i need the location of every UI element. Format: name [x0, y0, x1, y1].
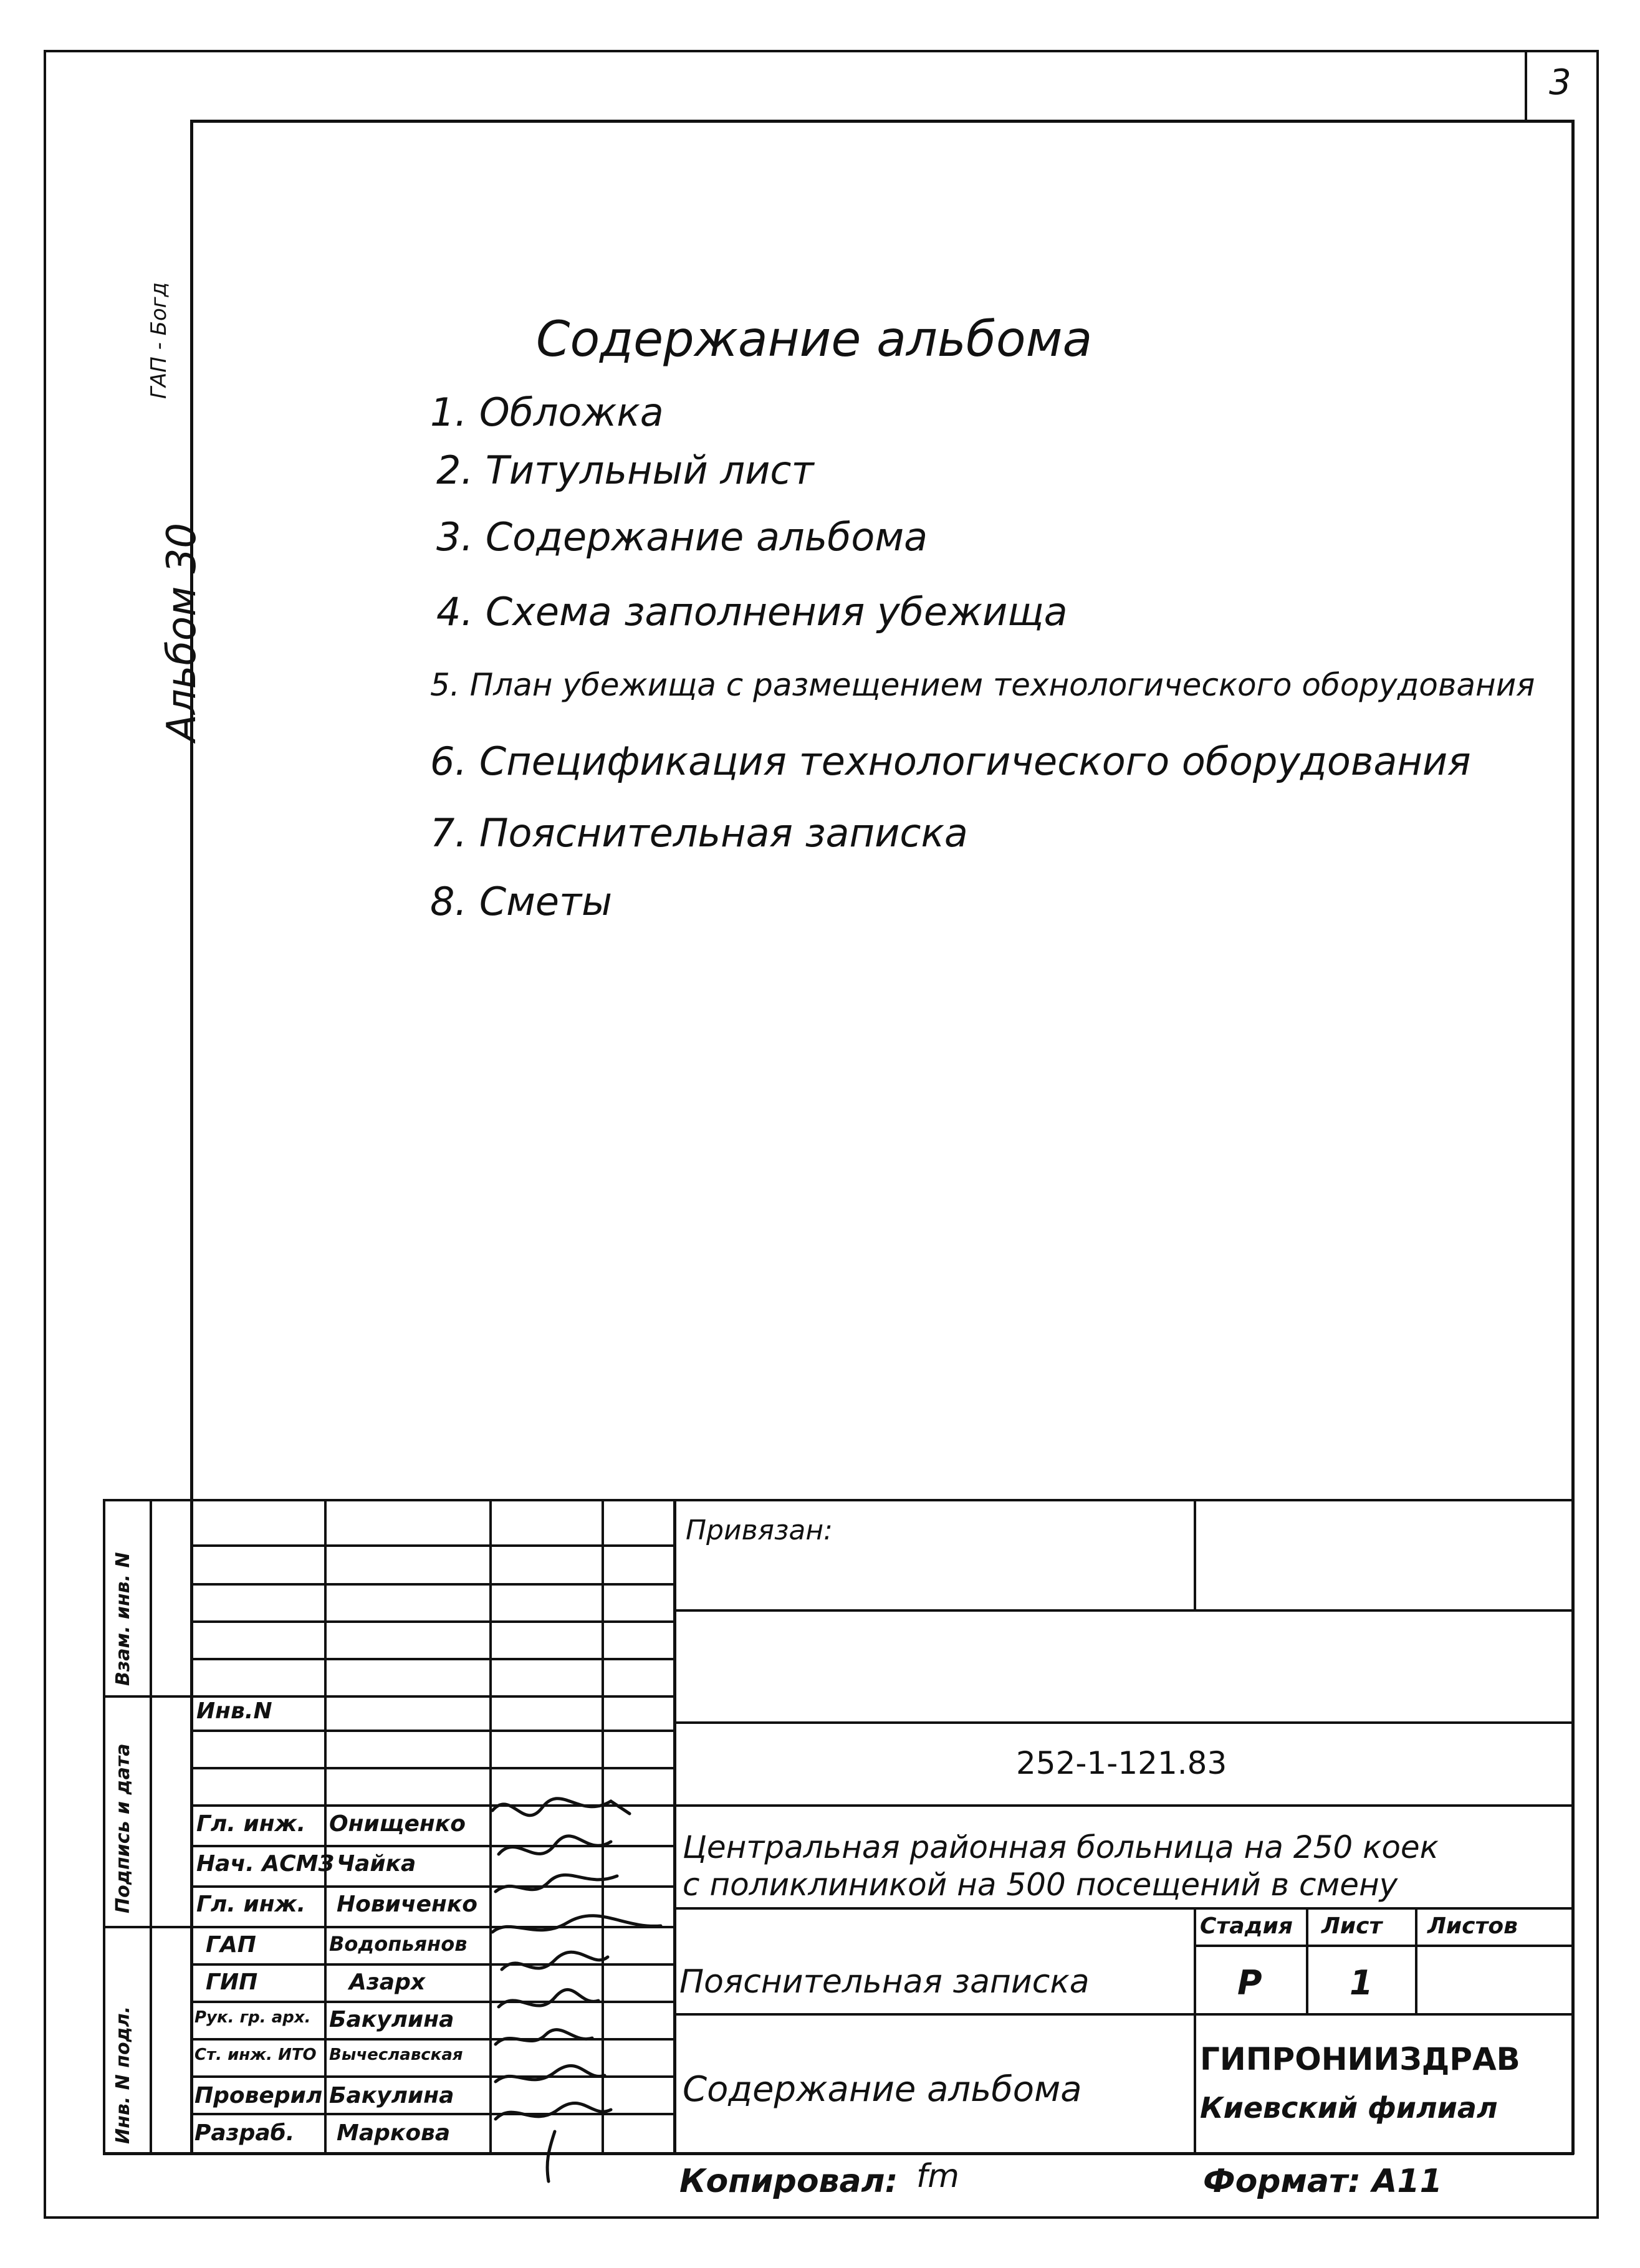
- tb-branch: Киевский филиал: [1200, 2091, 1498, 2125]
- tb-line-d: [673, 1907, 1574, 1910]
- tb-signer-role: Разраб.: [194, 2120, 295, 2146]
- inner-frame-top: [190, 120, 1574, 123]
- contents-item-1: 1. Обложка: [430, 390, 664, 435]
- tb-sheet-name: Содержание альбома: [683, 2069, 1082, 2110]
- tb-stage-col3: [1415, 1907, 1417, 2013]
- tb-right-vsplit: [1194, 1907, 1196, 2155]
- tb-signer-role: ГАП: [206, 1932, 256, 1958]
- tb-strip-left: [103, 1499, 105, 2155]
- tb-inv-n: Инв.N: [196, 1698, 272, 1724]
- tb-top-line: [103, 1499, 1574, 1501]
- tb-signer-name: Маркова: [337, 2120, 451, 2146]
- tb-stage-col2: [1306, 1907, 1308, 2013]
- tb-strip-inner: [150, 1499, 152, 2155]
- tb-signer-name: Бакулина: [329, 2083, 454, 2108]
- tb-document-name: Пояснительная записка: [679, 1963, 1090, 2001]
- tb-label-podpis-data: Подпись и дата: [112, 1743, 134, 1913]
- tb-signer-role: Гл. инж.: [196, 1811, 306, 1837]
- contents-title: Содержание альбома: [536, 312, 1093, 368]
- inner-frame-bottom: [103, 2152, 1574, 2155]
- inner-frame-left: [190, 120, 193, 2155]
- outer-frame-left: [44, 50, 46, 2219]
- tb-label-vzam-inv: Взам. инв. N: [112, 1552, 134, 1686]
- tb-signer-name: Водопьянов: [329, 1932, 468, 1956]
- format-label: Формат: А11: [1203, 2163, 1442, 2200]
- contents-item-4: 4. Схема заполнения убежища: [436, 589, 1068, 634]
- signature-scribbles: [486, 1782, 673, 2188]
- contents-item-7: 7. Пояснительная записка: [430, 810, 968, 856]
- sheet-number-box-left: [1525, 50, 1527, 121]
- tb-stage-header: Стадия: [1200, 1913, 1293, 1939]
- tb-signer-role: ГИП: [206, 1969, 258, 1995]
- side-top-note: ГАП - Богд: [146, 282, 171, 399]
- tb-project-code: 252-1-121.83: [1016, 1745, 1227, 1781]
- tb-signer-name: Новиченко: [337, 1892, 478, 1917]
- tb-sheet-value: 1: [1350, 1963, 1373, 2002]
- contents-item-3: 3. Содержание альбома: [436, 514, 928, 560]
- tb-line-a: [673, 1609, 1574, 1612]
- outer-frame-bottom: [44, 2216, 1599, 2219]
- contents-item-6: 6. Спецификация технологического оборудования: [430, 739, 1471, 784]
- tb-stage-value: Р: [1237, 1963, 1262, 2002]
- tb-line-b: [673, 1721, 1574, 1724]
- tb-stage-header-line: [1194, 1945, 1574, 1947]
- outer-frame-top: [44, 50, 1599, 52]
- tb-col-4: [673, 1499, 676, 2155]
- tb-col-1: [324, 1499, 327, 2155]
- tb-signer-role: Нач. АСМЗ: [196, 1851, 335, 1877]
- tb-label-inv-podl: Инв. N подл.: [112, 2006, 134, 2144]
- tb-signer-name: Чайка: [337, 1851, 416, 1877]
- tb-strip-div2: [103, 1926, 193, 1928]
- tb-signer-name: Бакулина: [329, 2007, 454, 2032]
- contents-item-5: 5. План убежища с размещением технологического оборудования: [430, 667, 1535, 703]
- tb-privyazan: Привязан:: [686, 1514, 833, 1546]
- contents-item-2: 2. Титульный лист: [436, 447, 814, 493]
- tb-project-title-2: с поликлиникой на 500 посещений в смену: [683, 1867, 1398, 1903]
- tb-sheets-header: Листов: [1427, 1913, 1518, 1939]
- tb-organization: ГИПРОНИИЗДРАВ: [1200, 2041, 1520, 2077]
- tb-privyazan-divider: [1194, 1499, 1196, 1611]
- tb-signer-name: Азарх: [349, 1969, 426, 1995]
- outer-frame-right: [1596, 50, 1599, 2219]
- tb-sheet-header: Лист: [1321, 1913, 1383, 1939]
- tb-signer-role: Рук. гр. арх.: [194, 2008, 311, 2027]
- tb-signer-role: Гл. инж.: [196, 1892, 306, 1917]
- tb-strip-div1: [103, 1695, 193, 1698]
- tb-line-c: [673, 1804, 1574, 1807]
- tb-signer-name: Вычеславская: [329, 2046, 463, 2064]
- inner-frame-right: [1571, 120, 1575, 2155]
- copied-sign: fm: [916, 2158, 959, 2195]
- tb-project-title-1: Центральная районная больница на 250 коек: [683, 1829, 1439, 1865]
- sheet-number: 3: [1549, 62, 1571, 103]
- copied-label: Копировал:: [679, 2163, 898, 2200]
- contents-item-8: 8. Сметы: [430, 879, 613, 924]
- side-album-label: Альбом 30: [159, 522, 205, 742]
- tb-signer-name: Онищенко: [329, 1811, 466, 1837]
- tb-signer-role: Ст. инж. ИТО: [194, 2046, 317, 2064]
- tb-line-e: [673, 2013, 1574, 2016]
- tb-signer-role: Проверил: [194, 2083, 323, 2108]
